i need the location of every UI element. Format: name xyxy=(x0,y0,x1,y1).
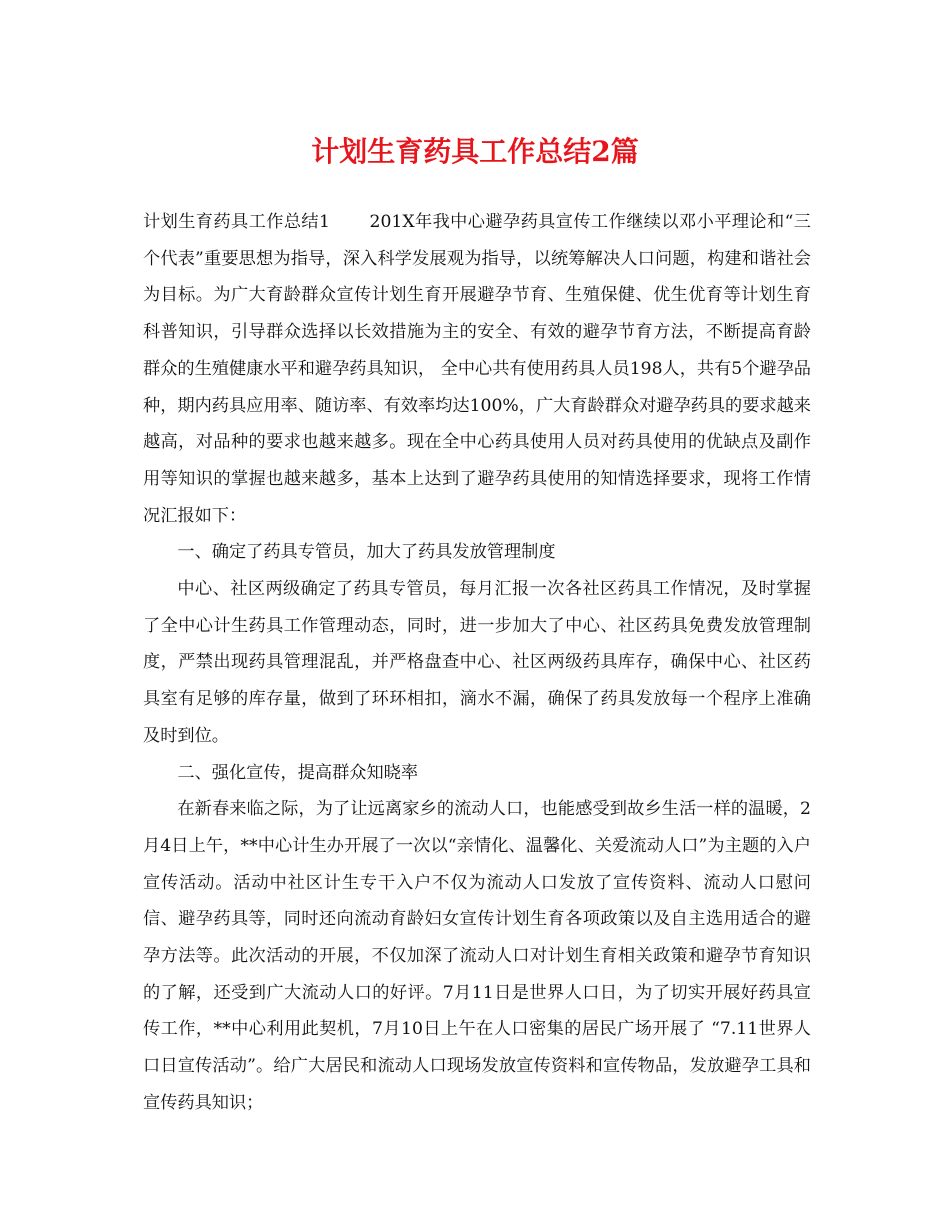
intro-label: 计划生育药具工作总结1 xyxy=(143,212,330,232)
section2-paragraph: 在新春来临之际，为了让远离家乡的流动人口，也能感受到故乡生活一样的温暖，2月4日上午，**中心计生办开展了一次以“亲情化、温馨化、关爱流动人口”为主题的入户宣传活动。活动中社区计生专干入户不仅为流动人口发放了宣传资料、流动人口慰问信、避孕药具等，同时还向流动育龄妇女宣传计划生育各项政策以及自主选用适合的避孕方法等。此次活动的开展，不仅加深了流动人口对计划生育相关政策和避孕节育知识的了解，还受到广大流动人口的好评。7月11日是世界人口日，为了切实开展好药具宣传工作，**中心利用此契机，7月10日上午在人口密集的居民广场开展了 “7.11世界人口日宣传活动”。给广大居民和流动人口现场发放宣传资料和宣传物品，发放避孕工具和宣传药具知识； xyxy=(143,799,811,1113)
document-title: 计划生育药具工作总结2篇 xyxy=(311,135,639,168)
intro-paragraph xyxy=(143,204,811,534)
section2-heading: 二、强化宣传，提高群众知晓率 xyxy=(177,762,419,783)
intro-text: 201X年我中心避孕药具宣传工作继续以邓小平理论和“三个代表”重要思想为指导，深入科学发展观为指导，以统筹解决人口问题，构建和谐社会为目标。为广大育龄群众宣传计划生育开展避孕节育、生殖保健、优生优育等计划生育科普知识，引导群众选择以长效措施为主的安全、有效的避孕节育方法，不断提高育龄群众的生殖健康水平和避孕药具知识， 全中心共有使用药具人员198人，共有5个避孕品种，期内药具应用率、随访率、有效率均达100%，广大育龄群众对避孕药具的要求越来越高，对品种的要求也越来越多。现在全中心药具使用人员对药具使用的优缺点及副作用等知识的掌握也越来越多，基本上达到了避孕药具使用的知情选择要求，现将工作情况汇报如下： xyxy=(143,212,812,526)
section1-paragraph: 中心、社区两级确定了药具专管员，每月汇报一次各社区药具工作情况，及时掌握了全中心计生药具工作管理动态，同时，进一步加大了中心、社区药具免费发放管理制度，严禁出现药具管理混乱，并严格盘查中心、社区两级药具库存，确保中心、社区药具室有足够的库存量，做到了环环相扣，滴水不漏，确保了药具发放每一个程序上准确及时到位。 xyxy=(143,579,811,746)
document-body xyxy=(143,204,811,1122)
section1-heading: 一、确定了药具专管员，加大了药具发放管理制度 xyxy=(177,542,556,563)
